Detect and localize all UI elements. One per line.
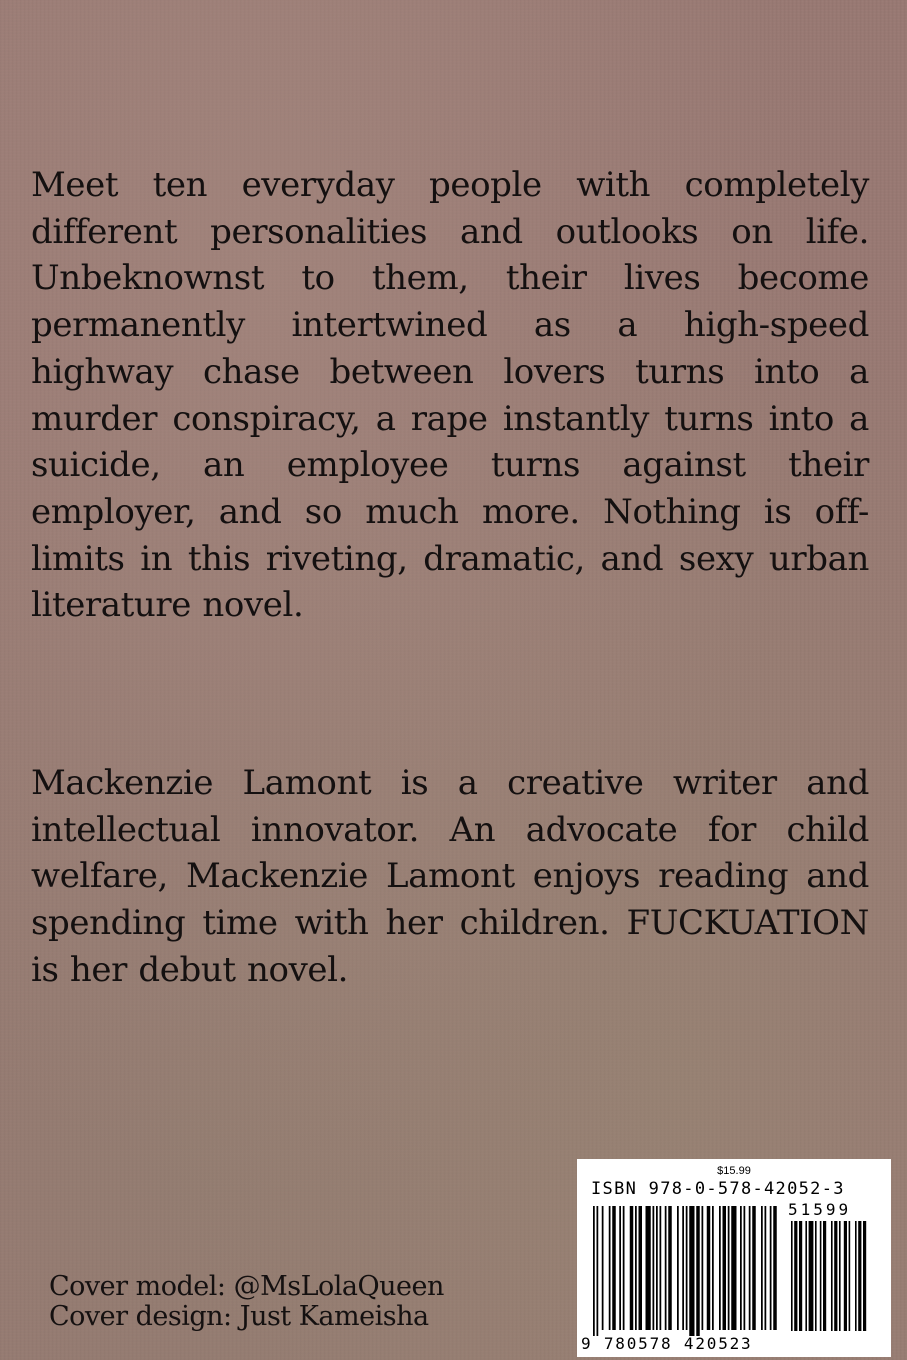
cover-credits <box>49 1272 444 1332</box>
book-synopsis: Meet ten everyday people with completely different personalities and outlooks on life. Unbeknownst to them, their lives become permanently intertwined as a high-speed highway chase between lovers turns into a murder conspiracy, a rape instantly turns into a suicide, an employee turns against their employer, and so much more. Nothing is off-limits in this riveting, dramatic, and sexy urban literature novel. <box>31 165 869 626</box>
author-bio: Mackenzie Lamont is a creative writer and intellectual innovator. An advocate for child welfare, Mackenzie Lamont enjoys reading and spending time with her children. FUCKUATION is her debut novel. <box>31 763 869 990</box>
cover-model-credit: Cover model: @MsLolaQueen <box>49 1271 444 1302</box>
isbn-number: ISBN 978-0-578-42052-3 <box>591 1179 845 1199</box>
price-addon-number: 51599 <box>788 1200 852 1219</box>
cover-design-credit: Cover design: Just Kameisha <box>49 1301 429 1332</box>
barcode-price: $15.99 <box>717 1165 751 1177</box>
ean-digits: 9 780578 420523 <box>581 1334 753 1353</box>
isbn-barcode-box <box>577 1159 891 1357</box>
